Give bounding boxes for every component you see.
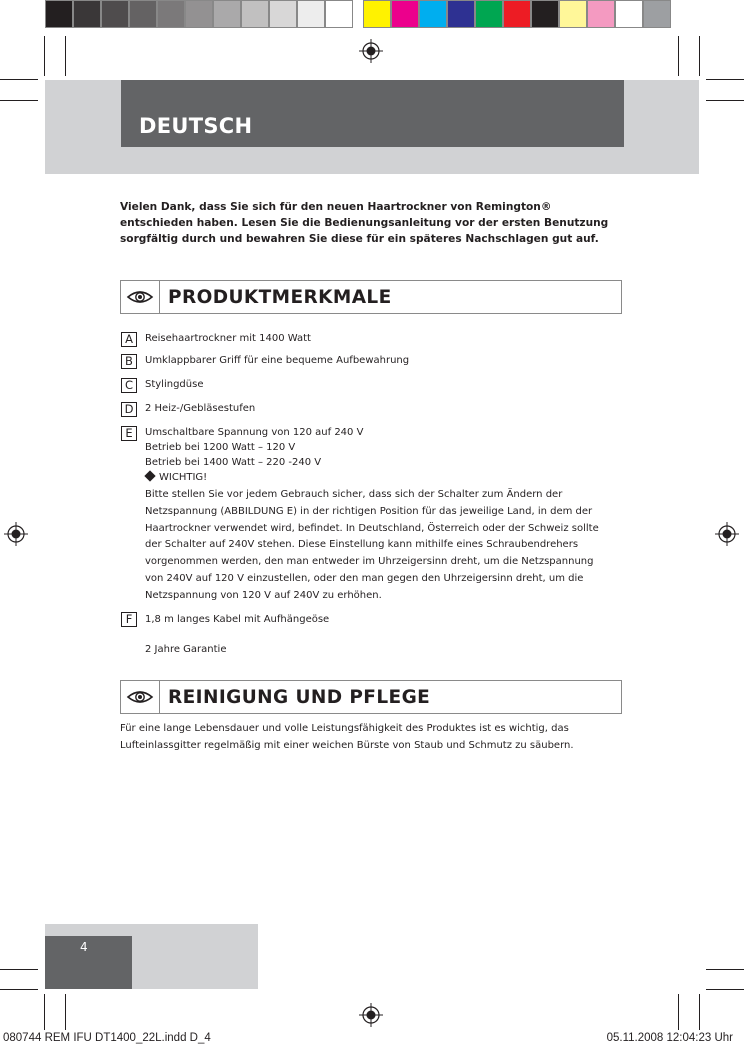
registration-mark-icon xyxy=(4,522,28,546)
slug-filename: 080744 REM IFU DT1400_22L.indd D_4 xyxy=(3,1032,211,1044)
color-swatch xyxy=(447,0,475,28)
page-number-box xyxy=(45,936,132,989)
color-swatch xyxy=(531,0,559,28)
color-swatch xyxy=(353,0,363,28)
color-swatch xyxy=(615,0,643,28)
feature-text-f: 1,8 m langes Kabel mit Aufhängeöse xyxy=(145,614,330,625)
feature-letter-e: E xyxy=(121,426,137,441)
registration-mark-icon xyxy=(359,1003,383,1027)
color-swatch xyxy=(297,0,325,28)
color-swatch xyxy=(419,0,447,28)
feature-text-d: 2 Heiz-/Gebläsestufen xyxy=(145,403,256,414)
feature-letter-a: A xyxy=(121,332,137,347)
section-title: REINIGUNG UND PFLEGE xyxy=(168,687,431,708)
color-swatch xyxy=(213,0,241,28)
warning-label: WICHTIG! xyxy=(159,472,208,483)
section-title: PRODUKTMERKMALE xyxy=(168,287,392,308)
warranty-text: 2 Jahre Garantie xyxy=(145,644,227,655)
color-swatch xyxy=(363,0,391,28)
color-swatch xyxy=(241,0,269,28)
page-number: 4 xyxy=(80,940,88,954)
color-swatch xyxy=(129,0,157,28)
feature-letter-b: B xyxy=(121,354,137,369)
feature-text-c: Stylingdüse xyxy=(145,379,204,390)
feature-e-line-3: Betrieb bei 1400 Watt – 220 -240 V xyxy=(145,457,322,468)
feature-text-e: Umschaltbare Spannung von 120 auf 240 V xyxy=(145,427,364,438)
warning-paragraph: Bitte stellen Sie vor jedem Gebrauch sicher, dass sich der Schalter zum Ändern der Netzspannung (ABBILDUNG E) in der richtigen Position für das jeweilige Land, in dem der Haartrockner verwendet wird, befindet. In Deutschland, Österreich oder der Schweiz sollte der Schalter auf 240V stehen. Diese Einstellung kann mithilfe eines Schraubendrehers vorgenommen werden, den man entweder im Uhrzeigersinn dreht, um die Netzspannung von 240V auf 120 V einzustellen, oder den man gegen den Uhrzeigersinn dreht, um die Netzspannung von 120 V auf 240V zu erhöhen. xyxy=(145,489,599,601)
feature-letter-f: F xyxy=(121,612,137,627)
color-swatch xyxy=(157,0,185,28)
slug-timestamp: 05.11.2008 12:04:23 Uhr xyxy=(606,1032,733,1044)
color-swatch xyxy=(185,0,213,28)
feature-text-b: Umklappbarer Griff für eine bequeme Aufbewahrung xyxy=(145,355,410,366)
feature-text-a: Reisehaartrockner mit 1400 Watt xyxy=(145,333,311,344)
eye-icon xyxy=(126,288,154,306)
color-swatch xyxy=(503,0,531,28)
color-swatch xyxy=(643,0,671,28)
warning-icon xyxy=(144,470,155,481)
color-swatch xyxy=(325,0,353,28)
color-swatch xyxy=(559,0,587,28)
cleaning-text: Für eine lange Lebensdauer und volle Leistungsfähigkeit des Produktes ist es wichtig, das Lufteinlassgitter regelmäßig mit einer weichen Bürste von Staub und Schmutz zu säubern. xyxy=(120,723,574,751)
feature-e-line-2: Betrieb bei 1200 Watt – 120 V xyxy=(145,442,296,453)
feature-letter-d: D xyxy=(121,402,137,417)
color-swatch xyxy=(101,0,129,28)
registration-mark-icon xyxy=(359,39,383,63)
color-swatch xyxy=(475,0,503,28)
intro-text: Vielen Dank, dass Sie sich für den neuen Haartrockner von Remington® entschieden haben. Lesen Sie die Bedienungsanleitung vor der ersten Benutzung sorgfältig durch und bewahren Sie diese für ein späteres Nachschlagen gut auf. xyxy=(120,201,609,245)
registration-mark-icon xyxy=(715,522,739,546)
warning-line xyxy=(145,470,207,486)
color-swatch xyxy=(587,0,615,28)
section-header-cleaning xyxy=(120,680,622,714)
color-swatch xyxy=(391,0,419,28)
language-title: DEUTSCH xyxy=(139,114,253,138)
section-header-features xyxy=(120,280,622,314)
eye-icon xyxy=(126,688,154,706)
color-calibration-bar xyxy=(45,0,671,28)
color-swatch xyxy=(73,0,101,28)
color-swatch xyxy=(269,0,297,28)
feature-letter-c: C xyxy=(121,378,137,393)
color-swatch xyxy=(45,0,73,28)
